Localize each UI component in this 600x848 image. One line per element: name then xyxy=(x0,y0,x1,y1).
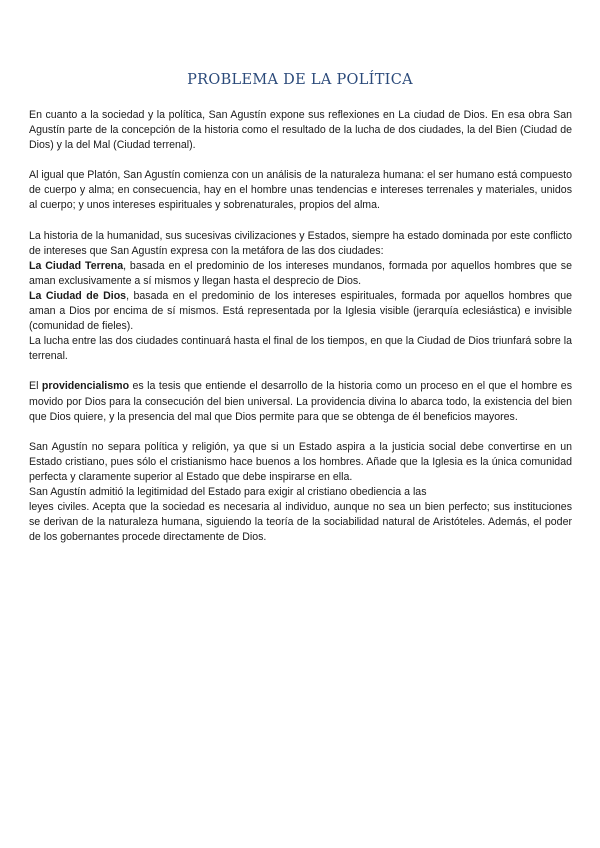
paragraph-legitimacy: San Agustín admitió la legitimidad del Estado para exigir al cristiano obediencia a las xyxy=(29,485,427,498)
paragraph-struggle: La lucha entre las dos ciudades continuará hasta el final de los tiempos, en que la Ciudad de Dios triunfará sobre la terrenal. xyxy=(29,335,572,363)
term-providencialismo: providencialismo xyxy=(41,380,130,393)
paragraph-intro: En cuanto a la sociedad y la política, San Agustín expone sus reflexiones en La ciudad de Dios. En esa obra San Agustín parte de la concepción de la historia como el resultado de la lucha de dos ciudades, la del Bien (Ciudad de Dios) y la del Mal (Ciudad terrenal). xyxy=(29,109,572,152)
paragraph-politics-religion: San Agustín no separa política y religión, ya que si un Estado aspira a la justicia social debe convertirse en un Estado cristiano, pues sólo el cristianismo hace buenos a los hombres. Añade que la Iglesia es la única comunidad perfecta y claramente superior al Estado que debe inspirarse en ella. xyxy=(29,440,572,483)
providencialismo-text: es la tesis que entiende el desarrollo de la historia como un proceso en el que el hombre es movido por Dios para la consecución del bien universal. La providencia divina lo abarca todo, la existencia del bien que Dios quiere, y la presencia del mal que Dios permite para que se obtenga de él beneficios mayores. xyxy=(29,380,572,423)
term-ciudad-terrena: La Ciudad Terrena xyxy=(29,259,124,272)
paragraph-gap xyxy=(29,425,572,440)
paragraph-providencialismo xyxy=(29,379,572,424)
page-title: PROBLEMA DE LA POLÍTICA xyxy=(187,72,413,88)
term-ciudad-de-dios: La Ciudad de Dios xyxy=(29,289,127,302)
paragraph-ciudad-terrena xyxy=(29,259,572,289)
document-body xyxy=(29,108,572,545)
paragraph-ciudad-de-dios xyxy=(29,289,572,334)
paragraph-gap xyxy=(29,364,572,379)
paragraph-gap xyxy=(29,214,572,229)
ciudad-de-dios-text: , basada en el predominio de los intereses espirituales, formada por aquellos hombres que aman a Dios por encima de sí mismos. Está representada por la Iglesia visible (jerarquía eclesiástica) e invisible (comunidad de fieles). xyxy=(29,289,572,333)
providencialismo-prefix: El xyxy=(29,380,42,393)
paragraph-history: La historia de la humanidad, sus sucesivas civilizaciones y Estados, siempre ha estado dominada por este conflicto de intereses que San Agustín expresa con la metáfora de las dos ciudades: xyxy=(29,229,572,257)
paragraph-civil-laws: leyes civiles. Acepta que la sociedad es necesaria al individuo, aunque no sea un bien perfecto; sus instituciones se derivan de la naturaleza humana, siguiendo la teoría de la sociabilidad natural de Aristóteles. Además, el poder de los gobernantes procede directamente de Dios. xyxy=(29,501,572,544)
paragraph-gap xyxy=(29,153,572,168)
ciudad-terrena-text: , basada en el predominio de los intereses mundanos, formada por aquellos hombres que se aman exclusivamente a sí mismos y llegan hasta el desprecio de Dios. xyxy=(29,259,572,287)
paragraph-human-nature: Al igual que Platón, San Agustín comienza con un análisis de la naturaleza humana: el ser humano está compuesto de cuerpo y alma; en consecuencia, hay en el hombre unas tendencias e intereses terrenales y materiales, unidos al cuerpo; y unos intereses espirituales y sobrenaturales, propios del alma. xyxy=(29,169,572,212)
